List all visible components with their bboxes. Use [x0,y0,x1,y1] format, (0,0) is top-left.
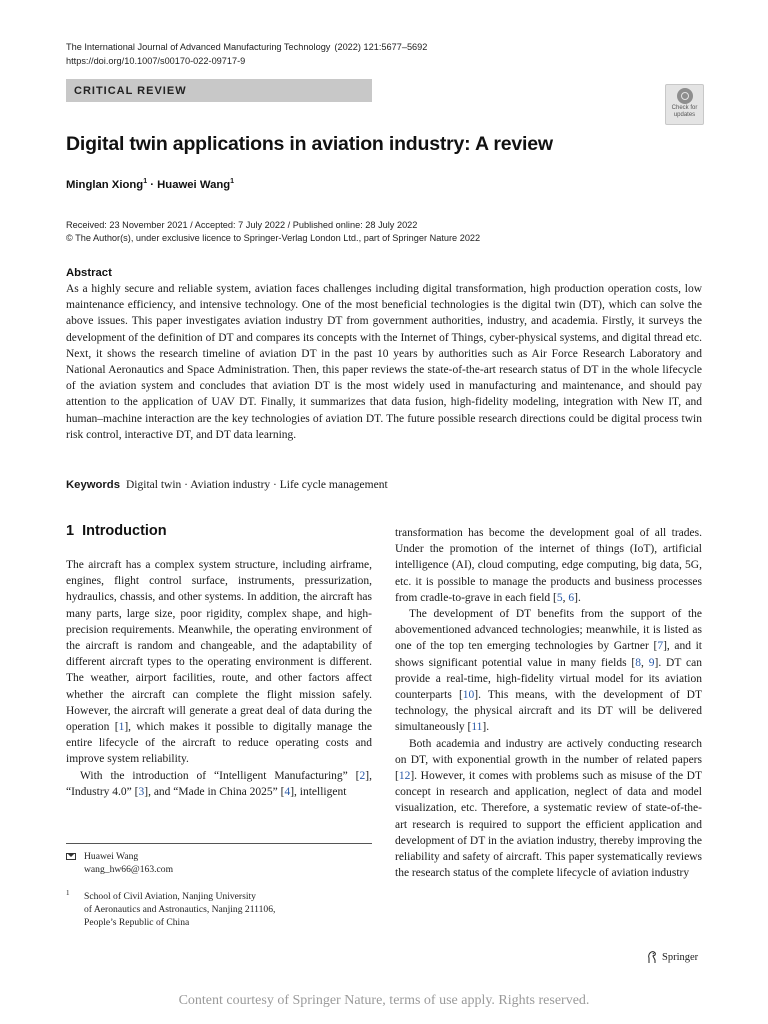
citation-link[interactable]: 5 [556,591,563,604]
doi-link[interactable]: https://doi.org/10.1007/s00170-022-09717-9 [66,56,246,66]
courtesy-notice: Content courtesy of Springer Nature, terms of use apply. Rights reserved. [178,993,590,1008]
check-for-updates-icon [677,88,693,104]
abstract-heading: Abstract [66,267,112,279]
citation-link[interactable]: 6 [568,591,575,604]
publisher-logo [646,951,698,964]
section-number: 1 [66,523,75,539]
author-list [66,178,234,191]
author-affiliation-mark: 1 [230,178,235,185]
paragraph: The aircraft has a complex system structure, including airframe, engines, flight control surface, instruments, pressurization, hydraulics, chassis, and other systems. In addition, the aircraft has many parts, large size, poor rigidity, complex shape, and high-precision requirements. Meanwhile, the operating environment of the aircraft is random and changeable, and the adaptability of different aircraft types to the operating environment is different. The weather, airport facilities, route, and other factors affect whether the aircraft can complete the flight mission safely. However, the aircraft will generate a great deal of data during the operation [1], which makes it possible to digitally manage the entire lifecycle of the aircraft to reduce operating costs and improve system reliability. [66,559,373,766]
keywords-text: Digital twin · Aviation industry · Life cycle management [126,479,388,491]
citation-link[interactable]: 10 [462,689,475,702]
section-title: Introduction [82,523,167,539]
check-badge-label: Check for updates [671,105,698,118]
right-column [395,525,702,881]
envelope-icon [66,853,76,860]
citation-link[interactable]: 11 [471,721,483,734]
journal-header [66,40,427,55]
section-heading [66,523,167,539]
check-for-updates-badge[interactable] [665,84,704,125]
corresponding-author-name: Huawei Wang [84,851,139,862]
citation-link[interactable]: 3 [138,785,145,798]
citation-link[interactable]: 2 [359,769,366,782]
keywords-line [66,477,388,493]
paragraph: Both academia and industry are actively conducting research on DT, with exponential growth in the number of related papers [12]. However, it comes with problems such as misuse of the DT concept in research and application, neglect of data and model visualization, etc. Therefore, a systematic review of state-of-the-art research is required to support the efficient application and development of DT in the aviation industry, thereby improving the reliability and safety of aircraft. This paper systematically reviews the research status of the complete lifecycle of aviation industry [395,737,702,880]
author-name[interactable]: Huawei Wang [157,178,231,191]
left-column [66,557,372,800]
publication-dates: Received: 23 November 2021 / Accepted: 7 July 2022 / Published online: 28 July 2022 [66,220,418,230]
abstract-text: As a highly secure and reliable system, aviation faces challenges including digital transformation, high production operation costs, low maintenance efficiency, and intensive technology. One of the most beneficial technologies is the digital twin (DT), which can solve the above issues. This paper investigates aviation industry DT from government authorities, industry, and academia. Firstly, it surveys the development of the definition of DT and compares its concepts with the Internet of Things, cyber-physical systems, and digital thread etc. Next, it shows the research timeline of aviation DT in the past 10 years by authorities such as Air Force Research Laboratory and National Aeronautics and Space Administration. Then, this paper reviews the state-of-the-art research status of DT in the whole lifecycle of the aviation system and concludes that aviation DT is the most widely used in manufacturing and maintenance, and should pay attention to the application of UAV DT. Finally, it summarizes that data fusion, high-fidelity modeling, integration with New IT, and human–machine interaction are the key technologies of aviation DT. The future possible research directions could be digital process twin risk control, interactive DT, and DT data learning. [66,283,702,441]
springer-horse-icon [646,951,658,964]
copyright-line: © The Author(s), under exclusive licence to Springer-Verlag London Ltd., part of Springer Nature 2022 [66,233,481,243]
corresponding-author-email[interactable]: wang_hw66@163.com [84,864,174,875]
publisher-name: Springer [662,952,699,963]
journal-volume: (2022) 121:5677–5692 [334,42,428,52]
keywords-label: Keywords [66,479,120,491]
citation-link[interactable]: 8 [635,656,642,669]
section-label-bar [66,79,372,102]
author-name[interactable]: Minglan Xiong [66,178,144,191]
journal-name: The International Journal of Advanced Manufacturing Technology [66,42,331,52]
paragraph: transformation has become the development goal of all trades. Under the promotion of the internet of things (IoT), artificial intelligence (AI), cloud computing, edge computing, big data, 5G, etc. it is possible to manage the products and business processes from cradle-to-grave in each field [5, 6]. [395,527,702,604]
author-separator: · [147,178,158,191]
section-label: CRITICAL REVIEW [74,84,187,97]
paragraph: With the introduction of “Intelligent Manufacturing” [2], “Industry 4.0” [3], and “Made in China 2025” [4], intelligent [66,769,372,798]
citation-link[interactable]: 1 [118,721,125,734]
paragraph: The development of DT benefits from the support of the abovementioned advanced technologies; meanwhile, it is listed as one of the top ten emerging technologies by Gartner [7], and it shows significant potential value in many fields [8, 9]. DT can provide a real-time, high-fidelity virtual model for its aviation counterparts [10]. This means, with the development of DT technology, the physical aircraft and its DT will be delivered simultaneously [11]. [395,608,703,734]
affiliation-number: 1 [66,889,70,897]
citation-link[interactable]: 12 [398,770,411,783]
citation-link[interactable]: 7 [657,640,664,653]
citation-link[interactable]: 9 [648,656,655,669]
footnote-divider [66,843,372,844]
author-affiliation-mark: 1 [143,178,148,185]
citation-link[interactable]: 4 [284,785,291,798]
paper-title: Digital twin applications in aviation industry: A review [66,133,553,155]
affiliation-text: School of Civil Aviation, Nanjing University of Aeronautics and Astronautics, Nanjing 211106, People’s Republic of China [84,891,276,928]
